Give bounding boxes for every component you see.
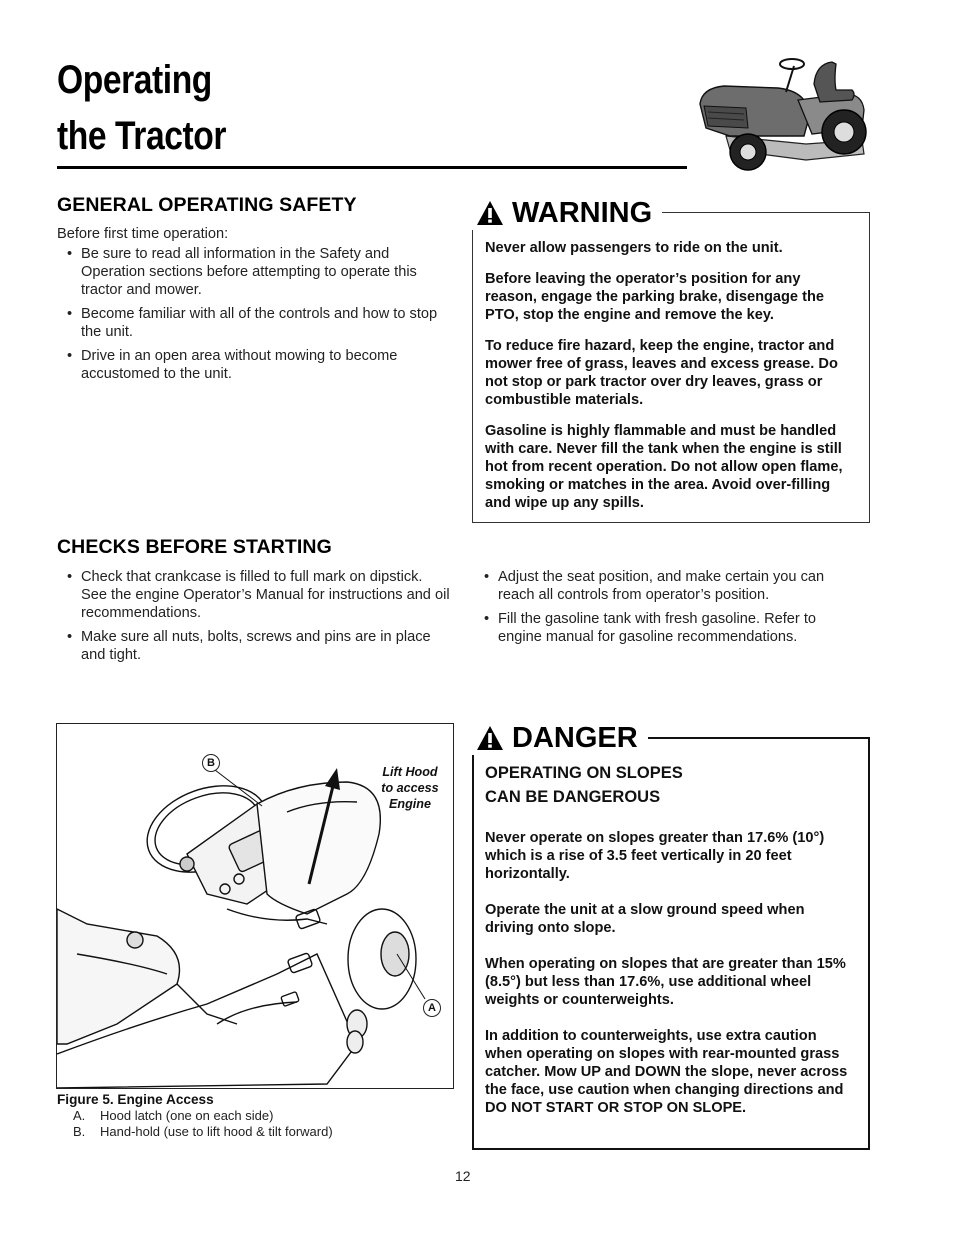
legend-key: A. [73,1108,86,1123]
danger-text [485,829,855,1135]
page-title-line-1: Operating [57,58,212,102]
danger-subheading-line: OPERATING ON SLOPES [485,764,683,782]
lift-hood-note [372,764,448,812]
lift-hood-note-line: to access [381,781,439,795]
legend-text: Hood latch (one on each side) [100,1108,274,1123]
warning-triangle-icon [476,200,504,226]
warning-paragraph: To reduce fire hazard, keep the engine, tractor and mower free of grass, leaves and excess grease. Do not stop or park tractor over dry leaves, grass or combustible materials. [485,338,838,408]
figure-engine-access [56,723,454,1089]
legend-key: B. [73,1124,86,1139]
legend-text: Hand-hold (use to lift hood & tilt forward) [100,1124,333,1139]
warning-label: WARNING [512,196,653,229]
list-item: • Make sure all nuts, bolts, screws and pins are in place and tight. [57,628,452,664]
list-item: • Adjust the seat position, and make certain you can reach all controls from operator’s position. [474,568,859,604]
page-title [57,52,226,164]
tractor-illustration [686,44,876,176]
warning-paragraph: Never allow passengers to ride on the unit. [485,240,783,256]
callout-a: A [423,999,441,1017]
danger-paragraph: When operating on slopes that are greater than 15% (8.5°) but less than 17.6%, use additional wheel weights or counterweights. [485,956,846,1008]
list-item: • Check that crankcase is filled to full mark on dipstick. See the engine Operator’s Manual for instructions and oil recommendations. [57,568,452,622]
danger-subheading [485,761,855,809]
callout-b: B [202,754,220,772]
general-safety-list [57,245,452,389]
title-rule [57,166,687,169]
danger-paragraph: Operate the unit at a slow ground speed when driving onto slope. [485,902,805,936]
lift-hood-note-line: Lift Hood [382,765,438,779]
list-item: • Become familiar with all of the controls and how to stop the unit. [57,305,452,341]
warning-text [485,239,855,525]
general-safety-heading: GENERAL OPERATING SAFETY [57,194,357,216]
danger-label: DANGER [512,721,638,754]
list-item: • Fill the gasoline tank with fresh gasoline. Refer to engine manual for gasoline recommendations. [474,610,859,646]
warning-header [472,196,662,230]
figure-legend [57,1108,457,1140]
danger-subheading-line: CAN BE DANGEROUS [485,788,661,806]
list-item: • Drive in an open area without mowing to become accustomed to the unit. [57,347,452,383]
page-number: 12 [455,1168,471,1184]
checks-list-right [474,568,859,652]
legend-item [57,1124,457,1140]
warning-paragraph: Gasoline is highly flammable and must be handled with care. Never fill the tank when the engine is still hot from recent operation. Do not allow open flame, smoking or matches in the area. Avoid over-filling and wipe up any spills. [485,423,843,511]
list-item: • Be sure to read all information in the Safety and Operation sections before attempting to operate this tractor and mower. [57,245,452,299]
figure-caption: Figure 5. Engine Access [57,1092,214,1107]
warning-triangle-icon [476,725,504,751]
checks-heading: CHECKS BEFORE STARTING [57,536,332,558]
danger-paragraph: In addition to counterweights, use extra caution when operating on slopes with rear-mounted grass catcher. Mow UP and DOWN the slope, never across the face, use caution when changing directions and DO NOT START OR STOP ON SLOPE. [485,1028,848,1116]
legend-item [57,1108,457,1124]
danger-paragraph: Never operate on slopes greater than 17.6% (10°) which is a rise of 3.5 feet vertically in 20 feet horizontally. [485,830,825,882]
danger-header [472,721,648,755]
warning-paragraph: Before leaving the operator’s position for any reason, engage the parking brake, disengage the PTO, stop the engine and remove the key. [485,271,824,323]
lift-hood-note-line: Engine [389,797,431,811]
general-safety-intro: Before first time operation: [57,226,229,242]
page-title-line-2: the Tractor [57,114,227,158]
checks-list-left [57,568,452,670]
